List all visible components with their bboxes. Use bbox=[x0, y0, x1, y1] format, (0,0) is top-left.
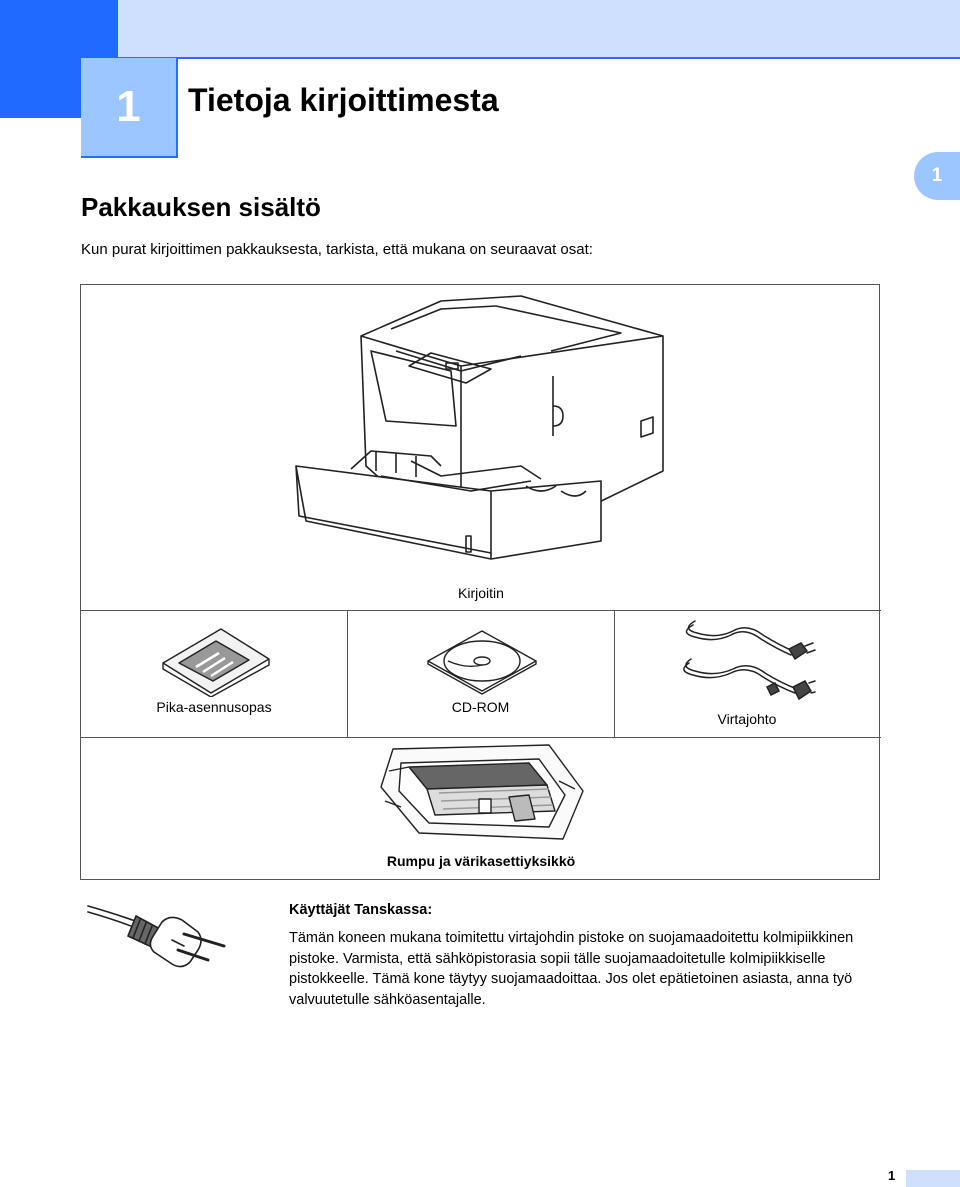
chapter-title: Tietoja kirjoittimesta bbox=[188, 82, 499, 118]
printer-illustration bbox=[291, 291, 671, 581]
column-divider bbox=[347, 610, 348, 737]
printer-label: Kirjoitin bbox=[458, 585, 504, 601]
section-title: Pakkauksen sisältö bbox=[81, 192, 321, 222]
row-divider bbox=[81, 610, 881, 611]
power-cord-label: Virtajohto bbox=[717, 711, 777, 727]
chapter-side-tab[interactable]: 1 bbox=[914, 152, 960, 200]
cdrom-illustration bbox=[426, 629, 538, 695]
page-number: 1 bbox=[888, 1168, 896, 1183]
danish-plug-illustration bbox=[86, 900, 234, 980]
section-intro: Kun purat kirjoittimen pakkauksesta, tarkista, että mukana on seuraavat osat: bbox=[81, 241, 593, 258]
quick-guide-label: Pika-asennusopas bbox=[156, 699, 272, 715]
power-cord-illustration bbox=[681, 613, 816, 708]
quick-guide-illustration bbox=[161, 627, 271, 697]
drum-toner-label: Rumpu ja värikasettiyksikkö bbox=[386, 853, 576, 869]
drum-toner-illustration bbox=[379, 741, 585, 841]
footer-bar bbox=[906, 1170, 960, 1187]
chapter-number: 1 bbox=[81, 58, 178, 158]
note-text: Tämän koneen mukana toimitettu virtajohdin pistoke on suojamaadoitettu kolmipiikkinen pistoke. Varmista, että sähköpistorasia sopii tälle suojamaadoitetulle kolmipiikkiselle pistokkeelle. Tämä kone täytyy suojamaadoittaa. Jos olet epätietoinen asiasta, anna työ valvuutetulle sähköasentajalle. bbox=[289, 930, 854, 1008]
header-divider bbox=[118, 57, 960, 59]
contents-table bbox=[80, 284, 880, 880]
header-bar bbox=[0, 0, 960, 58]
cdrom-label: CD-ROM bbox=[451, 699, 510, 715]
row-divider bbox=[81, 737, 881, 738]
note-heading: Käyttäjät Tanskassa: bbox=[289, 902, 433, 918]
